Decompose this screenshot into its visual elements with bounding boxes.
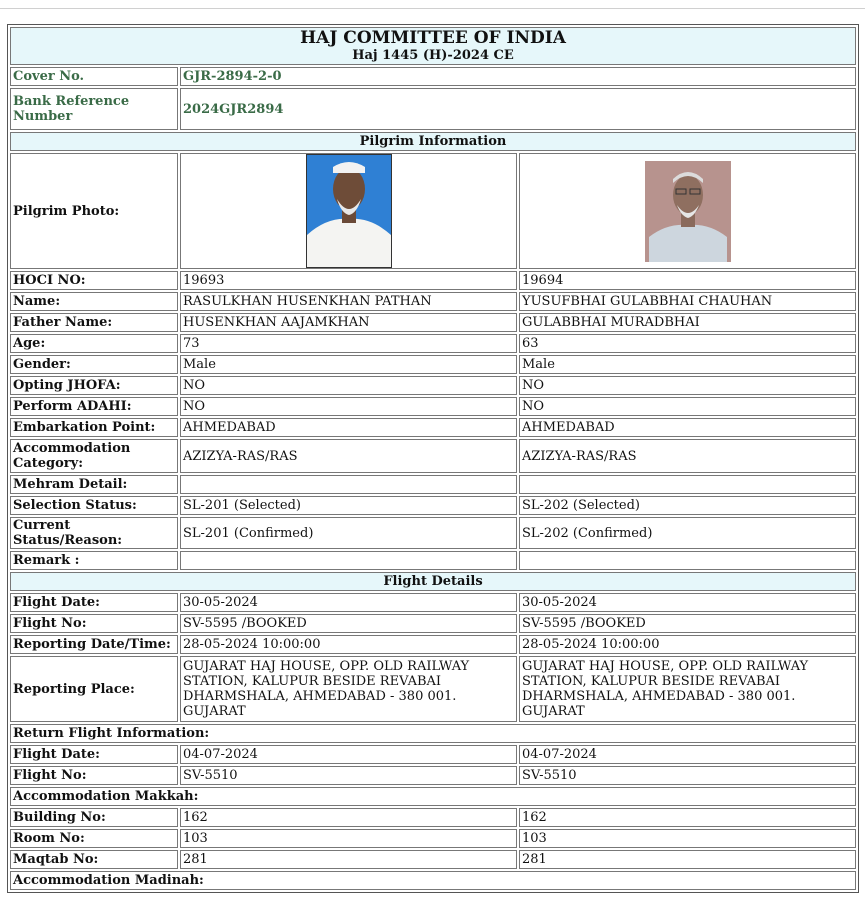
pilgrim-2-maqtab: 281 (519, 850, 856, 869)
pilgrim-2-accom: AZIZYA-RAS/RAS (519, 439, 856, 473)
pilgrim-1-return-date: 04-07-2024 (180, 745, 517, 764)
bank-row (10, 88, 856, 130)
pilgrim-2-return-no: SV-5510 (519, 766, 856, 785)
pilgrim-1-father: HUSENKHAN AAJAMKHAN (180, 313, 517, 332)
jhofa-label: Opting JHOFA: (10, 376, 178, 395)
pilgrim-section-row (10, 132, 856, 151)
return-date-row (10, 745, 856, 764)
flight-no-label: Flight No: (10, 614, 178, 633)
document-header (10, 27, 856, 65)
reporting-dt-row (10, 635, 856, 654)
header-row (10, 27, 856, 65)
pilgrim-2-father: GULABBHAI MURADBHAI (519, 313, 856, 332)
building-label: Building No: (10, 808, 178, 827)
reporting-place-row (10, 656, 856, 722)
reporting-place-label: Reporting Place: (10, 656, 178, 722)
pilgrim-1-photo (306, 154, 392, 268)
mehram-row (10, 475, 856, 494)
pilgrim-1-photo-cell (180, 153, 517, 269)
return-date-label: Flight Date: (10, 745, 178, 764)
selection-row (10, 496, 856, 515)
document-subtitle: Haj 1445 (H)-2024 CE (352, 48, 514, 63)
pilgrim-2-current: SL-202 (Confirmed) (519, 517, 856, 549)
pilgrim-1-hoci: 19693 (180, 271, 517, 290)
pilgrim-2-return-date: 04-07-2024 (519, 745, 856, 764)
pilgrim-2-photo-image (645, 161, 731, 262)
accom-row (10, 439, 856, 473)
pilgrim-1-room: 103 (180, 829, 517, 848)
pilgrim-1-name: RASULKHAN HUSENKHAN PATHAN (180, 292, 517, 311)
jhofa-row (10, 376, 856, 395)
pilgrim-1-jhofa: NO (180, 376, 517, 395)
photo-row (10, 153, 856, 269)
makkah-row (10, 787, 856, 806)
embark-row (10, 418, 856, 437)
accom-label: Accommodation Category: (10, 439, 178, 473)
pilgrim-1-flight-no: SV-5595 /BOOKED (180, 614, 517, 633)
pilgrim-2-hoci: 19694 (519, 271, 856, 290)
bank-value: 2024GJR2894 (180, 88, 856, 130)
pilgrim-2-name: YUSUFBHAI GULABBHAI CHAUHAN (519, 292, 856, 311)
name-label: Name: (10, 292, 178, 311)
pilgrim-section-title: Pilgrim Information (10, 132, 856, 151)
pilgrim-1-age: 73 (180, 334, 517, 353)
gender-row (10, 355, 856, 374)
current-row (10, 517, 856, 549)
gender-label: Gender: (10, 355, 178, 374)
bank-label: Bank Reference Number (10, 88, 178, 130)
pilgrim-2-age: 63 (519, 334, 856, 353)
pilgrim-2-remark (519, 551, 856, 570)
pilgrim-1-gender: Male (180, 355, 517, 374)
flight-date-row (10, 593, 856, 612)
remark-row (10, 551, 856, 570)
father-label: Father Name: (10, 313, 178, 332)
flight-section-row (10, 572, 856, 591)
building-row (10, 808, 856, 827)
makkah-title: Accommodation Makkah: (10, 787, 856, 806)
return-no-label: Flight No: (10, 766, 178, 785)
flight-section-title: Flight Details (10, 572, 856, 591)
pilgrim-2-adahi: NO (519, 397, 856, 416)
madinah-row (10, 871, 856, 890)
document-title: HAJ COMMITTEE OF INDIA (300, 28, 566, 48)
maqtab-label: Maqtab No: (10, 850, 178, 869)
pilgrim-2-photo-cell (519, 153, 856, 269)
pilgrim-1-mehram (180, 475, 517, 494)
age-label: Age: (10, 334, 178, 353)
pilgrim-1-embark: AHMEDABAD (180, 418, 517, 437)
cover-row (10, 67, 856, 86)
name-row (10, 292, 856, 311)
pilgrim-1-adahi: NO (180, 397, 517, 416)
embark-label: Embarkation Point: (10, 418, 178, 437)
hoci-row (10, 271, 856, 290)
pilgrim-2-flight-no: SV-5595 /BOOKED (519, 614, 856, 633)
mehram-label: Mehram Detail: (10, 475, 178, 494)
current-label: Current Status/Reason: (10, 517, 178, 549)
pilgrim-card-table (7, 24, 859, 893)
age-row (10, 334, 856, 353)
pilgrim-2-building: 162 (519, 808, 856, 827)
pilgrim-1-return-no: SV-5510 (180, 766, 517, 785)
return-no-row (10, 766, 856, 785)
adahi-row (10, 397, 856, 416)
pilgrim-1-remark (180, 551, 517, 570)
pilgrim-2-room: 103 (519, 829, 856, 848)
flight-no-row (10, 614, 856, 633)
cover-label: Cover No. (10, 67, 178, 86)
reporting-dt-label: Reporting Date/Time: (10, 635, 178, 654)
pilgrim-2-selection: SL-202 (Selected) (519, 496, 856, 515)
pilgrim-1-maqtab: 281 (180, 850, 517, 869)
pilgrim-1-reporting-dt: 28-05-2024 10:00:00 (180, 635, 517, 654)
pilgrim-2-embark: AHMEDABAD (519, 418, 856, 437)
pilgrim-2-gender: Male (519, 355, 856, 374)
top-divider (0, 8, 865, 9)
father-row (10, 313, 856, 332)
photo-label: Pilgrim Photo: (10, 153, 178, 269)
flight-date-label: Flight Date: (10, 593, 178, 612)
pilgrim-2-reporting-place: GUJARAT HAJ HOUSE, OPP. OLD RAILWAY STATION, KALUPUR BESIDE REVABAI DHARMSHALA, AHMEDABAD - 380 001. GUJARAT (519, 656, 856, 722)
pilgrim-1-photo-image (307, 155, 391, 267)
pilgrim-1-current: SL-201 (Confirmed) (180, 517, 517, 549)
room-row (10, 829, 856, 848)
pilgrim-1-flight-date: 30-05-2024 (180, 593, 517, 612)
pilgrim-1-building: 162 (180, 808, 517, 827)
room-label: Room No: (10, 829, 178, 848)
madinah-title: Accommodation Madinah: (10, 871, 856, 890)
pilgrim-2-mehram (519, 475, 856, 494)
return-info-row (10, 724, 856, 743)
hoci-label: HOCI NO: (10, 271, 178, 290)
pilgrim-1-selection: SL-201 (Selected) (180, 496, 517, 515)
selection-label: Selection Status: (10, 496, 178, 515)
pilgrim-1-reporting-place: GUJARAT HAJ HOUSE, OPP. OLD RAILWAY STATION, KALUPUR BESIDE REVABAI DHARMSHALA, AHMEDABAD - 380 001. GUJARAT (180, 656, 517, 722)
pilgrim-2-reporting-dt: 28-05-2024 10:00:00 (519, 635, 856, 654)
adahi-label: Perform ADAHI: (10, 397, 178, 416)
pilgrim-2-jhofa: NO (519, 376, 856, 395)
pilgrim-1-accom: AZIZYA-RAS/RAS (180, 439, 517, 473)
pilgrim-2-photo (645, 161, 731, 262)
pilgrim-2-flight-date: 30-05-2024 (519, 593, 856, 612)
remark-label: Remark : (10, 551, 178, 570)
return-info-title: Return Flight Information: (10, 724, 856, 743)
maqtab-row (10, 850, 856, 869)
cover-value: GJR-2894-2-0 (180, 67, 856, 86)
